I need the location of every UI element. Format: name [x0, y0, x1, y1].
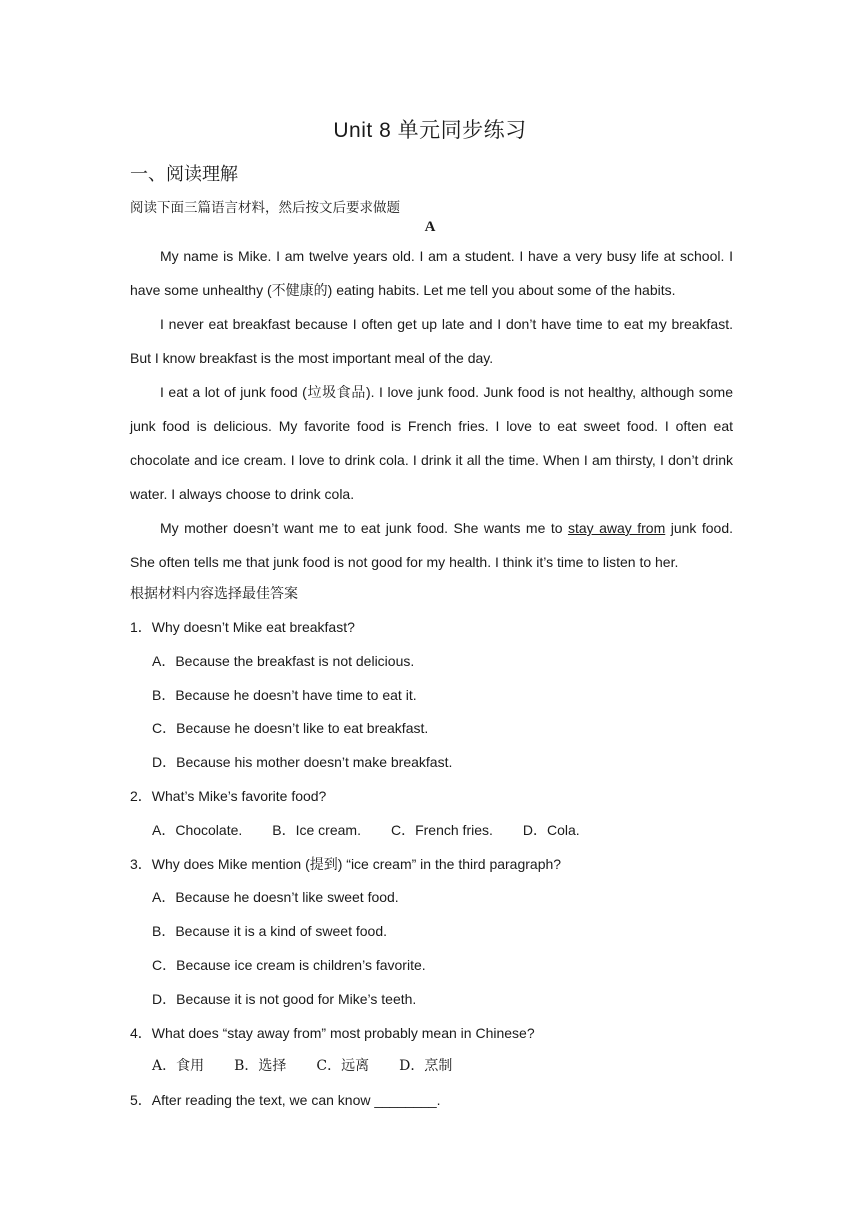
option-a: A．Chocolate.	[152, 821, 243, 838]
question-2	[130, 780, 733, 848]
question-3	[130, 848, 733, 1017]
option-b: B．Because it is a kind of sweet food.	[152, 923, 388, 940]
passage-label: A	[424, 219, 436, 235]
option-row	[130, 1050, 733, 1084]
option-b: B．Because he doesn’t have time to eat it.	[152, 686, 417, 703]
paragraph-4-text-start: My mother doesn’t want me to eat junk food. She wants me to	[160, 520, 568, 536]
passage-paragraph-4	[130, 511, 733, 579]
question-5	[130, 1084, 733, 1118]
section-heading: 一、阅读理解	[130, 164, 238, 185]
instruction-text: 阅读下面三篇语言材料，然后按文后要求做题	[130, 200, 400, 216]
question-stem: 5．After reading the text, we can know ________.	[130, 1092, 441, 1109]
passage-paragraph-1: My name is Mike. I am twelve years old. I am a student. I have a very busy life at school. I have some unhealthy (不健康的) eating habits. Let me tell you about some of the habits.	[130, 248, 733, 298]
question-stem: 3．Why does Mike mention (提到) “ice cream” in the third paragraph?	[130, 855, 562, 872]
question-prompt: 根据材料内容选择最佳答案	[130, 586, 298, 602]
option-c: C．Because he doesn’t like to eat breakfast.	[152, 720, 429, 737]
option-c: C．Because ice cream is children’s favorite.	[152, 956, 426, 973]
option-a: A．食用	[152, 1058, 205, 1075]
reading-passage	[130, 239, 733, 579]
option-row	[130, 814, 733, 848]
question-stem: 1．Why doesn’t Mike eat breakfast?	[130, 619, 355, 635]
question-stem: 4．What does “stay away from” most probably mean in Chinese?	[130, 1024, 535, 1041]
option-c: C．远离	[316, 1058, 370, 1075]
option-a: A．Because the breakfast is not delicious.	[152, 652, 415, 669]
option-d: D．烹制	[399, 1058, 453, 1075]
question-list	[130, 611, 733, 1118]
option-b: B．选择	[234, 1058, 287, 1075]
option-d: D．Because it is not good for Mike’s teeth.	[152, 990, 417, 1007]
document-title: Unit 8 单元同步练习	[333, 119, 527, 142]
option-c: C．French fries.	[390, 821, 493, 838]
question-stem: 2．What’s Mike’s favorite food?	[130, 787, 327, 804]
passage-paragraph-2: I never eat breakfast because I often get up late and I don’t have time to eat my breakfast. But I know breakfast is the most important meal of the day.	[130, 316, 733, 366]
question-1	[130, 611, 733, 780]
option-d: D．Cola.	[522, 821, 580, 838]
option-d: D．Because his mother doesn’t make breakfast.	[152, 754, 453, 771]
passage-paragraph-3: I eat a lot of junk food (垃圾食品). I love junk food. Junk food is not healthy, although some junk food is delicious. My favorite food is French fries. I love to eat sweet food. I often eat chocolate and ice cream. I love to drink cola. I drink it all the time. When I am thirsty, I don’t drink water. I always choose to drink cola.	[130, 384, 733, 502]
question-4	[130, 1017, 733, 1085]
option-a: A．Because he doesn’t like sweet food.	[152, 889, 399, 906]
paragraph-4-text-end: junk food. She often tells me that junk food is not good for my health. I think it’s time to listen to her.	[130, 520, 733, 570]
underlined-phrase: stay away from	[567, 520, 666, 536]
option-b: B．Ice cream.	[272, 821, 361, 838]
